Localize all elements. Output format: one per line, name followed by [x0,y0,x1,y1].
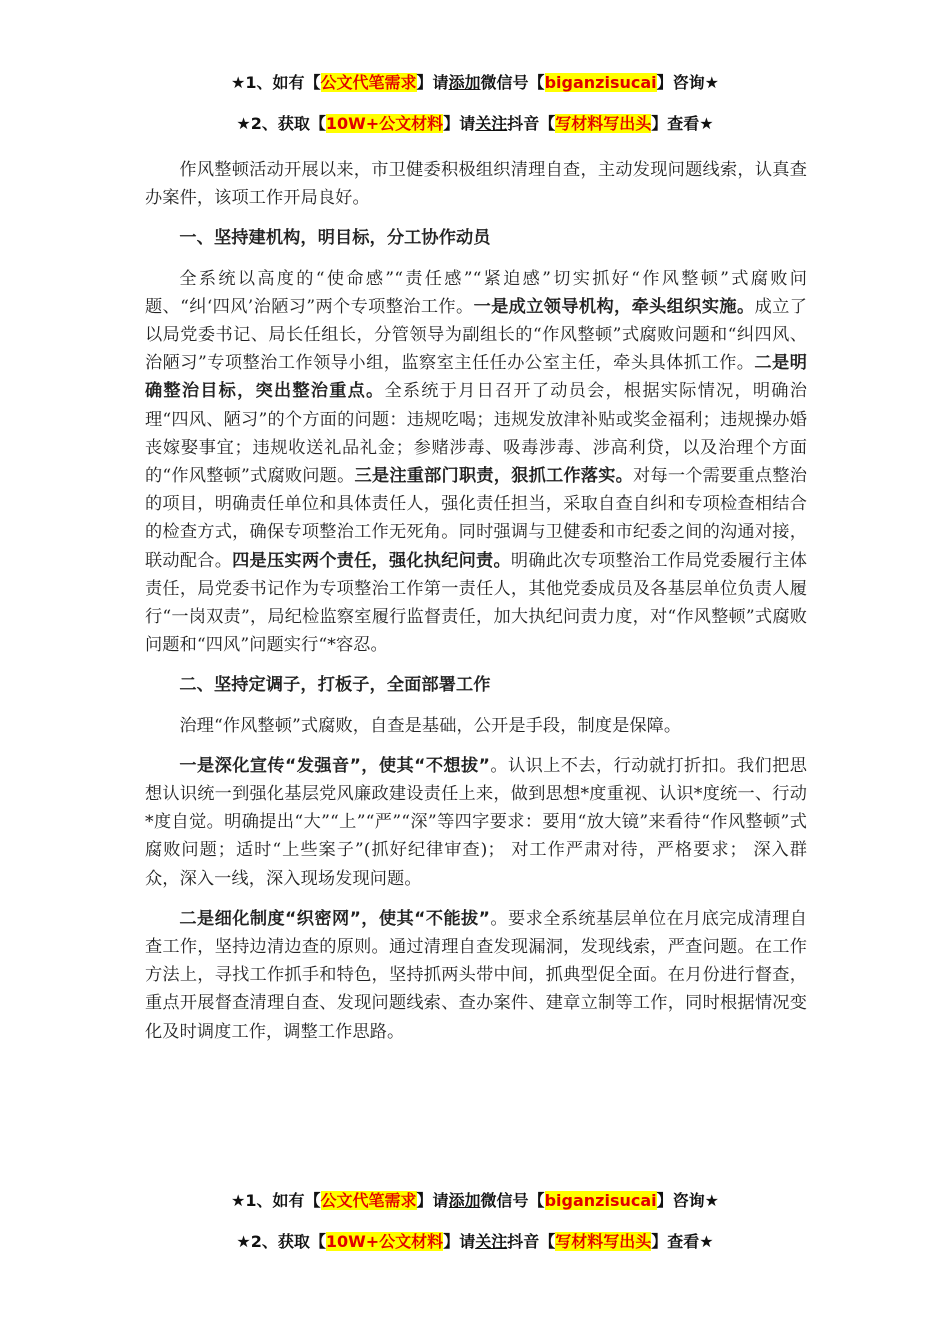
banner-underline: 添加 [448,1191,481,1210]
bottom-banner-line-1 [0,1188,950,1211]
banner-text: ★1、如有【 [231,1191,321,1210]
banner-text: 】请 [416,1191,449,1210]
banner-text: 】请 [443,1232,476,1251]
banner-text: ★1、如有【 [231,73,321,92]
banner-text: 】请 [443,114,476,133]
section-2-point-2: 二是细化制度“织密网”，使其“不能拔”。要求全系统基层单位在月底完成清理自查工作，坚持边清边查的原则。通过清理自查发现漏洞，发现线索，严查问题。在工作方法上，寻找工作抓手和特色，坚持抓两头带中间，抓典型促全面。在月份进行督查，重点开展督查清理自查、发现问题线索、查办案件、建章立制等工作，同时根据情况变化及时调度工作，调整工作思路。 [145,908,807,1042]
top-banner-line-1 [0,70,950,93]
banner-text: 】咨询★ [656,73,719,92]
section-2-intro: 治理“作风整顿”式腐败，自查是基础，公开是手段，制度是保障。 [179,715,682,736]
banner-highlight: 10W+公文材料 [325,1232,444,1251]
banner-highlight: 公文代笔需求 [320,73,417,92]
banner-text: 】查看★ [651,114,714,133]
banner-text: 微信号【 [480,73,545,92]
banner-text: 抖音【 [507,114,556,133]
banner-highlight: 10W+公文材料 [325,114,444,133]
banner-douyin-account: 写材料写出头 [555,114,652,133]
banner-underline: 关注 [475,114,508,133]
banner-highlight: 公文代笔需求 [320,1191,417,1210]
point-2-title: 二是明确整治目标，突出整治重点。 [145,353,807,402]
banner-text: ★2、获取【 [236,1232,326,1251]
point-title: 二是细化制度“织密网”，使其“不能拔” [179,908,491,929]
section-1-paragraph: 全系统以高度的“使命感”“责任感”“紧迫感”切实抓好“作风整顿”式腐败问题、“纠‘四风’治陋习”两个专项整治工作。一是成立领导机构，牵头组织实施。成立了以局党委书记、局长任组长，分管领导为副组长的“作风整顿”式腐败问题和“纠四风、治陋习”专项整治工作领导小组，监察室主任任办公室主任，牵头具体抓工作。二是明确整治目标，突出整治重点。全系统于月日召开了动员会，根据实际情况，明确治理“四风、陋习”的个方面的问题：违规吃喝；违规发放津补贴或奖金福利；违规操办婚丧嫁娶事宜；违规收送礼品礼金；参赌涉毒、吸毒涉毒、涉高利贷，以及治理个方面的“作风整顿”式腐败问题。三是注重部门职责，狠抓工作落实。对每一个需要重点整治的项目，明确责任单位和具体责任人，强化责任担当，采取自查自纠和专项检查相结合的检查方式，确保专项整治工作无死角。同时强调与卫健委和市纪委之间的沟通对接，联动配合。四是压实两个责任，强化执纪问责。明确此次专项整治工作局党委履行主体责任，局党委书记作为专项整治工作第一责任人，其他党委成员及各基层单位负责人履行“一岗双责”，局纪检监察室履行监督责任，加大执纪问责力度，对“作风整顿”式腐败问题和“四风”问题实行“*容忍。 [145,268,807,656]
banner-wechat-id: biganzisucai [544,73,657,92]
point-3-title: 三是注重部门职责，狠抓工作落实。 [354,466,634,487]
section-1-heading: 一、坚持建机构，明目标，分工协作动员 [179,228,491,249]
banner-wechat-id: biganzisucai [544,1191,657,1210]
section-2-heading: 二、坚持定调子，打板子，全面部署工作 [179,675,491,696]
section-2-point-1: 一是深化宣传“发强音”，使其“不想拔”。认识上不去，行动就打折扣。我们把思想认识统一到强化基层党风廉政建设责任上来，做到思想*度重视、认识*度统一、行动*度自觉。明确提出“大”“上”“严”“深”等四字要求：要用“放大镜”来看待“作风整顿”式腐败问题；适时“上些案子”(抓好纪律审查)； 对工作严肃对待，严格要求； 深入群众，深入一线，深入现场发现问题。 [145,755,807,889]
banner-underline: 关注 [475,1232,508,1251]
banner-douyin-account: 写材料写出头 [555,1232,652,1251]
banner-text: 抖音【 [507,1232,556,1251]
banner-text: 微信号【 [480,1191,545,1210]
document-body [145,156,807,1046]
banner-text: 】咨询★ [656,1191,719,1210]
banner-text: ★2、获取【 [236,114,326,133]
point-title: 一是深化宣传“发强音”，使其“不想拔” [179,755,491,776]
point-1-title: 一是成立领导机构，牵头组织实施。 [473,296,755,317]
bottom-banner-line-2 [0,1229,950,1252]
banner-text: 】请 [416,73,449,92]
intro-paragraph: 作风整顿活动开展以来，市卫健委积极组织清理自查，主动发现问题线索，认真查办案件，该项工作开局良好。 [145,160,807,209]
point-4-title: 四是压实两个责任，强化执纪问责。 [232,550,511,571]
banner-text: 】查看★ [651,1232,714,1251]
top-banner-line-2 [0,111,950,134]
banner-underline: 添加 [448,73,481,92]
